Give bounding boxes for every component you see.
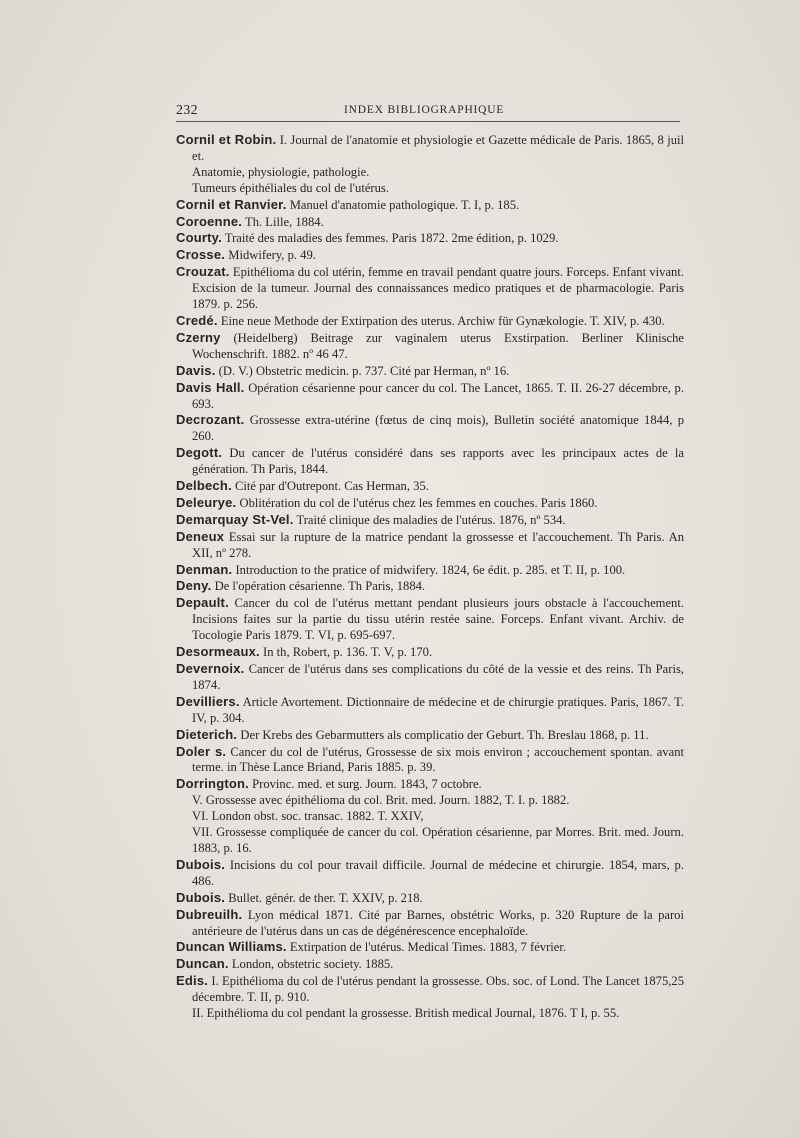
entry-text: Incisions du col pour travail difficile. Journal de médecine et chirurgie. 1854, mars, p. 486. [192, 857, 684, 888]
entry-author: Davis Hall. [176, 379, 245, 395]
entry-author: Depault. [176, 595, 229, 611]
entry-text: Cancer de l'utérus dans ses complications du côté de la vessie et des reins. Th Paris, 1874. [192, 662, 684, 692]
entry-text: (Heidelberg) Beitrage zur vaginalem uterus Exstirpation. Berliner Klinische Wochenschrift. 1882. nº 46 47. [192, 330, 684, 361]
bibliography-entry [176, 578, 684, 595]
bibliography-entry [176, 744, 684, 777]
bibliography-entries [176, 132, 684, 1022]
entry-text: Traité clinique des maladies de l'utérus. 1876, nº 534. [296, 512, 566, 527]
entry-author: Davis. [176, 362, 216, 378]
entry-text: I. Epithélioma du col de l'utérus pendant la grossesse. Obs. soc. of Lond. The Lancet 1875,25 décembre. T. II, p. 910. [192, 974, 684, 1005]
entry-author: Delbech. [176, 478, 232, 494]
header-rule [176, 121, 680, 122]
bibliography-entry [176, 363, 684, 380]
entry-text: London, obstetric society. 1885. [231, 957, 394, 972]
bibliography-entry [176, 380, 684, 413]
entry-author: Doler s. [176, 743, 227, 759]
entry-text: Introduction to the pratice of midwifery. 1824, 6e édit. p. 285. et T. II, p. 100. [235, 562, 626, 577]
entry-text: Bullet. génér. de ther. T. XXIV, p. 218. [228, 890, 423, 905]
entry-text: Cancer du col de l'utérus, Grossesse de six mois environ ; accouchement spontan. avant terme. in Thèse Lance Briand, Paris 1885. p. 39. [192, 744, 684, 775]
entry-author: Dubois. [176, 889, 226, 905]
entry-text: Grossesse extra-utérine (fœtus de cinq mois), Bulletin société anatomique 1844, p 260. [192, 413, 684, 444]
entry-author: Deny. [176, 578, 212, 594]
bibliography-entry [176, 495, 684, 512]
entry-author: Denman. [176, 561, 233, 577]
bibliography-entry [176, 264, 684, 313]
bibliography-entry [176, 512, 684, 529]
entry-author: Courty. [176, 230, 222, 246]
entry-author: Devilliers. [176, 693, 240, 709]
entry-text: Manuel d'anatomie pathologique. T. I, p. 185. [289, 197, 520, 212]
entry-text: I. Journal de l'anatomie et physiologie et Gazette médicale de Paris. 1865, 8 juil et. [192, 133, 684, 163]
bibliography-entry [176, 890, 684, 907]
bibliography-entry [176, 132, 684, 165]
entry-author: Degott. [176, 445, 223, 461]
entry-text: Der Krebs des Gebarmutters als complicatio der Geburt. Th. Breslau 1868, p. 11. [240, 727, 649, 742]
entry-text: Th. Lille, 1884. [245, 214, 324, 229]
entry-text: Du cancer de l'utérus considéré dans ses rapports avec les principaux actes de la génération. Th Paris, 1844. [192, 446, 684, 477]
entry-author: Desormeaux. [176, 644, 260, 660]
bibliography-entry [176, 661, 684, 694]
entry-author: Deleurye. [176, 494, 237, 510]
entry-author: Cornil et Robin. [176, 132, 277, 147]
bibliography-entry [176, 562, 684, 579]
bibliography-entry [176, 330, 684, 363]
page-header [176, 103, 676, 121]
entry-text: Essai sur la rupture de la matrice pendant la grossesse et l'accouchement. Th Paris. An XII, nº 278. [192, 529, 684, 560]
entry-text: Extirpation de l'utérus. Medical Times. 1883, 7 février. [289, 940, 567, 955]
entry-text: De l'opération césarienne. Th Paris, 1884. [214, 579, 426, 594]
bibliography-entry [176, 230, 684, 247]
bibliography-entry [176, 445, 684, 478]
page-number: 232 [176, 103, 198, 118]
bibliography-entry [176, 694, 684, 727]
entry-author: Edis. [176, 973, 209, 989]
entry-author: Devernoix. [176, 661, 245, 676]
entry-author: Deneux [176, 528, 225, 544]
bibliography-entry [176, 595, 684, 644]
entry-author: Duncan. [176, 956, 229, 972]
entry-author: Demarquay St-Vel. [176, 511, 294, 527]
entry-author: Czerny [176, 329, 221, 345]
entry-author: Duncan Williams. [176, 939, 287, 955]
entry-author: Dorrington. [176, 776, 249, 792]
bibliography-entry [176, 939, 684, 956]
bibliography-entry [176, 529, 684, 562]
entry-text: Eine neue Methode der Extirpation des uterus. Archiw für Gynækologie. T. XIV, p. 430. [220, 313, 665, 328]
entry-author: Crouzat. [176, 264, 230, 280]
bibliography-entry [176, 197, 684, 214]
entry-author: Cornil et Ranvier. [176, 196, 287, 212]
bibliography-entry [176, 478, 684, 495]
entry-subitem: V. Grossesse avec épithélioma du col. Brit. med. Journ. 1882, T. I. p. 1882. [192, 793, 570, 808]
entry-text: Opération césarienne pour cancer du col. The Lancet, 1865. T. II. 26-27 décembre, p. 693. [192, 380, 684, 411]
bibliography-entry [176, 313, 684, 330]
entry-author: Dieterich. [176, 726, 238, 742]
entry-text: Lyon médical 1871. Cité par Barnes, obstétric Works, p. 320 Rupture de la paroi antérieure de l'utérus dans un cas de dégénérescence encephaloïde. [192, 907, 684, 938]
entry-text: Midwifery, p. 49. [228, 248, 316, 263]
bibliography-entry [176, 727, 684, 744]
bibliography-entry [176, 247, 684, 264]
bibliography-entry [176, 776, 684, 793]
bibliography-entry [176, 907, 684, 940]
bibliography-entry [176, 644, 684, 661]
bibliography-entry [176, 214, 684, 231]
entry-author: Decrozant. [176, 412, 245, 428]
bibliography-entry [176, 973, 684, 1006]
entry-author: Credé. [176, 312, 218, 328]
running-title: INDEX BIBLIOGRAPHIQUE [344, 104, 505, 116]
entry-text: (D. V.) Obstetric medicin. p. 737. Cité par Herman, nº 16. [218, 363, 510, 378]
entry-text: In th, Robert, p. 136. T. V, p. 170. [263, 645, 433, 660]
bibliography-entry [176, 412, 684, 445]
entry-subitem: VI. London obst. soc. transac. 1882. T. XXIV, [192, 809, 424, 824]
entry-text: Traité des maladies des femmes. Paris 1872. 2me édition, p. 1029. [224, 231, 559, 246]
entry-subitem: Tumeurs épithéliales du col de l'utérus. [192, 180, 389, 195]
entry-text: Epithélioma du col utérin, femme en travail pendant quatre jours. Forceps. Enfant vivant. Excision de la tumeur. Journal des connaissances medico pratiques et de pharmacologie. Paris 1879. p. 256. [192, 265, 684, 312]
entry-text: Cancer du col de l'utérus mettant pendant plusieurs jours obstacle à l'accouchement. Incisions faites sur la partie du tissu utérin restée saine. Forceps. Enfant vivant. Archiv. de Tocologie Paris 1879. T. VI, p. 695-697. [192, 596, 684, 643]
entry-author: Dubreuilh. [176, 906, 243, 922]
bibliography-entry [176, 956, 684, 973]
entry-text: Provinc. med. et surg. Journ. 1843, 7 octobre. [252, 777, 482, 792]
entry-text: Oblitération du col de l'utérus chez les femmes en couches. Paris 1860. [239, 495, 598, 510]
entry-subitem: Anatomie, physiologie, pathologie. [192, 164, 370, 179]
entry-author: Dubois. [176, 856, 226, 872]
entry-text: Article Avortement. Dictionnaire de médecine et de chirurgie pratiques. Paris, 1867. T. IV, p. 304. [192, 694, 684, 725]
bibliography-entry [176, 857, 684, 890]
entry-author: Crosse. [176, 247, 226, 263]
entry-subitem: VII. Grossesse compliquée de cancer du col. Opération césarienne, par Morres. Brit. med. Journ. 1883, p. 16. [192, 825, 684, 855]
entry-subitem: II. Epithélioma du col pendant la grossesse. British medical Journal, 1876. T I, p. 55. [192, 1006, 620, 1021]
entry-text: Cité par d'Outrepont. Cas Herman, 35. [234, 479, 429, 494]
entry-author: Coroenne. [176, 213, 243, 229]
